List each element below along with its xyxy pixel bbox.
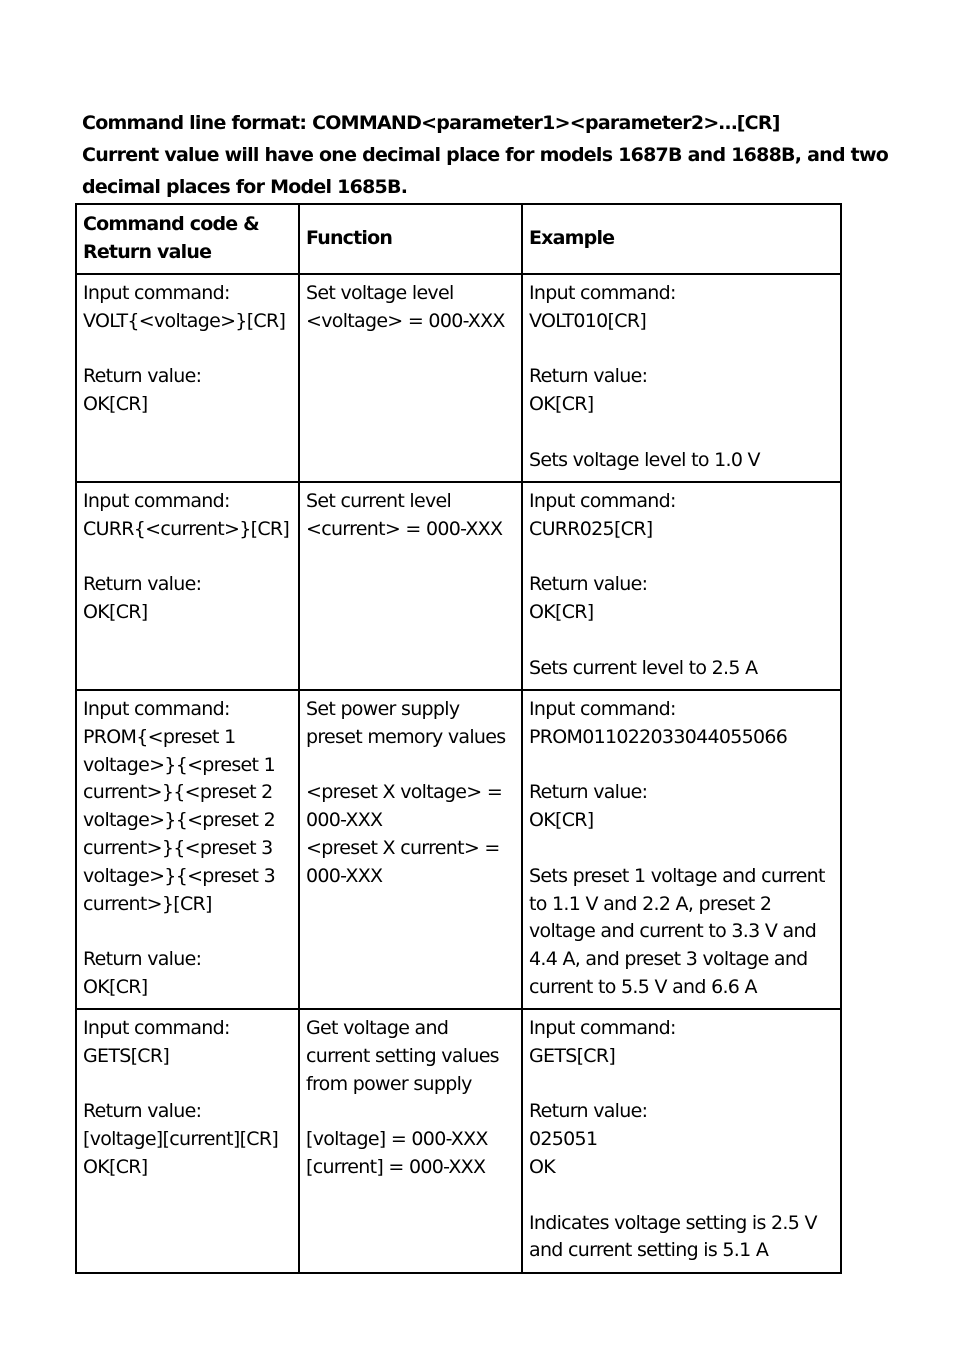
example-command: CURR025[CR] bbox=[529, 517, 653, 540]
return-value-label: Return value: bbox=[83, 1100, 202, 1123]
example-note: Indicates voltage setting is 2.5 V and current setting is 5.1 A bbox=[529, 1211, 817, 1262]
function-param: [current] = 000-XXX bbox=[306, 1155, 486, 1178]
example-command: VOLT010[CR] bbox=[529, 309, 647, 332]
command-syntax: current>}{<preset 3 bbox=[83, 836, 273, 859]
command-syntax: voltage>}{<preset 2 bbox=[83, 809, 276, 832]
return-value-label: Return value: bbox=[83, 573, 202, 596]
spacer bbox=[83, 1071, 298, 1099]
function-param: 000-XXX bbox=[306, 864, 383, 887]
input-command-label: Input command: bbox=[83, 1017, 230, 1039]
table-row bbox=[76, 482, 841, 690]
return-value: [voltage][current][CR] bbox=[83, 1128, 279, 1151]
command-syntax: current>}[CR] bbox=[83, 892, 212, 915]
function-text: <voltage> = 000-XXX bbox=[306, 309, 505, 332]
decimal-note-line-1: Current value will have one decimal place for models 1687B and 1688B, and two bbox=[82, 144, 889, 166]
example-command: PROM011022033044055066 bbox=[529, 725, 788, 748]
input-command-label: Input command: bbox=[83, 282, 230, 304]
table-row bbox=[76, 274, 841, 482]
input-command-label: Input command: bbox=[83, 698, 230, 720]
return-value-label: Return value: bbox=[529, 1100, 648, 1123]
command-cell bbox=[76, 1009, 299, 1273]
function-param: [voltage] = 000-XXX bbox=[306, 1128, 488, 1151]
example-note: Sets voltage level to 1.0 V bbox=[529, 448, 760, 471]
example-cell bbox=[522, 690, 841, 1009]
input-command-label: Input command: bbox=[83, 490, 230, 512]
spacer bbox=[529, 835, 840, 863]
header-command-code: Command code & Return value bbox=[76, 204, 299, 274]
example-cell bbox=[522, 1009, 841, 1273]
spacer bbox=[529, 419, 840, 447]
command-syntax: PROM{<preset 1 bbox=[83, 725, 236, 748]
function-text: Get voltage and bbox=[306, 1017, 449, 1039]
function-cell bbox=[299, 1009, 522, 1273]
command-syntax: voltage>}{<preset 3 bbox=[83, 864, 276, 887]
command-syntax: current>}{<preset 2 bbox=[83, 781, 273, 804]
input-command-label: Input command: bbox=[529, 698, 676, 720]
header-example: Example bbox=[522, 204, 841, 274]
spacer bbox=[83, 918, 298, 946]
command-syntax: VOLT{<voltage>}[CR] bbox=[83, 309, 286, 332]
spacer bbox=[83, 336, 298, 364]
header-function: Function bbox=[299, 204, 522, 274]
decimal-note-line-2: decimal places for Model 1685B. bbox=[82, 176, 408, 198]
function-cell bbox=[299, 690, 522, 1009]
return-value-label: Return value: bbox=[83, 365, 202, 388]
function-text: Set voltage level bbox=[306, 282, 454, 304]
command-cell bbox=[76, 274, 299, 482]
spacer bbox=[306, 752, 521, 780]
example-cell bbox=[522, 482, 841, 690]
example-command: GETS[CR] bbox=[529, 1044, 616, 1067]
intro-text bbox=[82, 107, 889, 203]
return-value: OK[CR] bbox=[83, 975, 148, 998]
example-return: OK[CR] bbox=[529, 601, 594, 624]
input-command-label: Input command: bbox=[529, 1017, 676, 1039]
return-value: OK[CR] bbox=[83, 1155, 148, 1178]
input-command-label: Input command: bbox=[529, 490, 676, 512]
function-cell bbox=[299, 274, 522, 482]
command-syntax: CURR{<current>}[CR] bbox=[83, 517, 290, 540]
return-value: OK[CR] bbox=[83, 393, 148, 416]
function-param: <preset X current> = bbox=[306, 836, 500, 859]
return-value-label: Return value: bbox=[83, 948, 202, 971]
table-row bbox=[76, 1009, 841, 1273]
command-syntax: GETS[CR] bbox=[83, 1044, 170, 1067]
table-header-row bbox=[76, 204, 841, 274]
spacer bbox=[529, 752, 840, 780]
spacer bbox=[529, 1182, 840, 1210]
return-value-label: Return value: bbox=[529, 781, 648, 804]
example-cell bbox=[522, 274, 841, 482]
spacer bbox=[529, 627, 840, 655]
example-note: Sets preset 1 voltage and current to 1.1 V and 2.2 A, preset 2 voltage and current to 3.3 V and 4.4 A, and preset 3 voltage and current to 5.5 V and 6.6 A bbox=[529, 864, 825, 998]
example-return: OK bbox=[529, 1155, 556, 1178]
function-cell bbox=[299, 482, 522, 690]
example-return: OK[CR] bbox=[529, 809, 594, 832]
return-value-label: Return value: bbox=[529, 573, 648, 596]
command-format-line: Command line format: COMMAND<parameter1><parameter2>…[CR] bbox=[82, 112, 780, 134]
input-command-label: Input command: bbox=[529, 282, 676, 304]
function-param: 000-XXX bbox=[306, 809, 383, 832]
command-cell bbox=[76, 482, 299, 690]
function-param: <preset X voltage> = bbox=[306, 781, 503, 804]
spacer bbox=[306, 1098, 521, 1126]
function-text: preset memory values bbox=[306, 725, 506, 748]
function-text: Set current level bbox=[306, 490, 452, 512]
example-return: OK[CR] bbox=[529, 393, 594, 416]
example-return: 025051 bbox=[529, 1128, 598, 1151]
spacer bbox=[529, 1071, 840, 1099]
spacer bbox=[529, 336, 840, 364]
function-text: <current> = 000-XXX bbox=[306, 517, 503, 540]
function-text: Set power supply bbox=[306, 698, 460, 720]
spacer bbox=[529, 544, 840, 572]
command-syntax: voltage>}{<preset 1 bbox=[83, 753, 276, 776]
command-cell bbox=[76, 690, 299, 1009]
return-value-label: Return value: bbox=[529, 365, 648, 388]
spacer bbox=[83, 544, 298, 572]
function-text: from power supply bbox=[306, 1072, 472, 1095]
return-value: OK[CR] bbox=[83, 601, 148, 624]
table-row bbox=[76, 690, 841, 1009]
example-note: Sets current level to 2.5 A bbox=[529, 656, 758, 679]
function-text: current setting values bbox=[306, 1044, 499, 1067]
command-table bbox=[75, 203, 842, 1274]
